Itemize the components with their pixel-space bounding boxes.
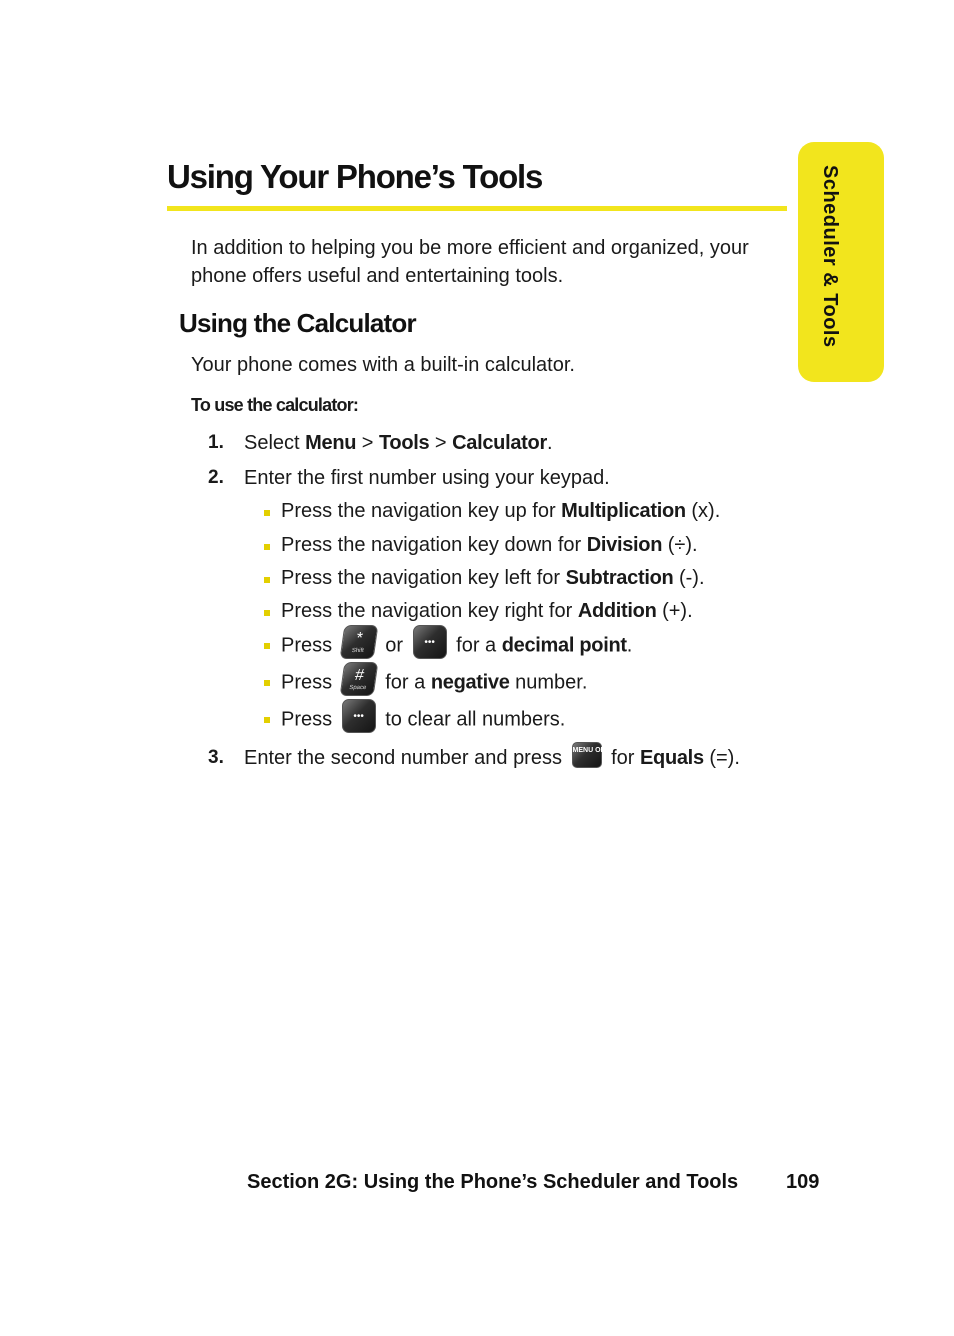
bullet-text-part: for a [450, 634, 502, 657]
bullet-text-part: number. [509, 671, 588, 694]
key-glyph: * [354, 630, 364, 647]
step-number: 2. [208, 467, 224, 488]
bullet-square-icon [264, 680, 270, 686]
negative-keyword: negative [430, 671, 510, 694]
section-description: Your phone comes with a built-in calculator. [191, 354, 575, 376]
bullet-text [281, 534, 698, 557]
bullet-text-part: Press the navigation key right for [281, 600, 578, 622]
bullet-square-icon [264, 577, 270, 583]
key-glyph: ••• [353, 711, 364, 722]
star-shift-key-icon [339, 625, 378, 659]
key-glyph: MENU OK [572, 746, 606, 754]
separator: > [429, 432, 453, 454]
step-text [244, 747, 740, 770]
bullet-text [281, 600, 693, 623]
bullet-text-part: Press the navigation key down for [281, 534, 587, 556]
bullet-square-icon [264, 510, 270, 516]
addition-keyword: Addition [577, 600, 657, 622]
page-number: 109 [786, 1171, 820, 1193]
division-keyword: Division [586, 534, 663, 556]
key-glyph: ••• [424, 637, 435, 648]
key-sublabel: Shift [350, 648, 364, 654]
bullet-text-part: . [626, 634, 633, 657]
side-tab-label: Scheduler & Tools [819, 165, 841, 348]
step-text-part: Enter the second number and press [244, 747, 568, 769]
procedure-label: To use the calculator: [191, 395, 359, 415]
calculator-keyword: Calculator [452, 432, 547, 454]
separator: > [356, 432, 379, 454]
step-text-part: Select [244, 432, 306, 454]
decimal-point-keyword: decimal point [501, 634, 627, 657]
bullet-text [281, 567, 705, 590]
step-text-part: (=). [703, 747, 740, 769]
intro-paragraph: In addition to helping you be more efficient and organized, your phone offers useful and entertaining tools. [191, 237, 749, 287]
softkey-icon [413, 625, 447, 659]
softkey-icon [342, 699, 376, 733]
tools-keyword: Tools [378, 432, 430, 454]
bullet-text-part: Press [281, 671, 338, 694]
bullet-text [281, 667, 588, 696]
title-rule [167, 206, 787, 211]
multiplication-keyword: Multiplication [561, 500, 686, 522]
step-number: 1. [208, 432, 224, 453]
step-number: 3. [208, 747, 224, 768]
bullet-text [281, 630, 633, 659]
step-text: Enter the first number using your keypad. [244, 467, 610, 489]
bullet-text-part: Press the navigation key up for [281, 500, 562, 522]
bullet-square-icon [264, 717, 270, 723]
bullet-text-part: (-). [673, 567, 705, 589]
bullet-text [281, 707, 565, 733]
equals-keyword: Equals [639, 747, 704, 769]
menu-ok-key-icon [572, 742, 606, 768]
bullet-text-part: for a [379, 671, 431, 694]
bullet-text-part: Press the navigation key left for [281, 567, 566, 589]
step-text-part: . [546, 432, 553, 454]
section-side-tab [798, 142, 884, 382]
bullet-text-part: (÷). [662, 534, 698, 556]
bullet-square-icon [264, 643, 270, 649]
key-sublabel: Space [348, 685, 367, 691]
bullet-text-part: Press [281, 708, 338, 731]
footer-section-title: Section 2G: Using the Phone’s Scheduler and Tools [247, 1171, 739, 1193]
step-text [244, 432, 553, 455]
menu-keyword: Menu [305, 432, 357, 454]
bullet-text-part: to clear all numbers. [379, 708, 566, 731]
page-title: Using Your Phone’s Tools [167, 158, 543, 195]
subtraction-keyword: Subtraction [565, 567, 674, 589]
bullet-text [281, 500, 720, 523]
bullet-square-icon [264, 544, 270, 550]
section-heading: Using the Calculator [179, 308, 416, 338]
pound-space-key-icon [339, 662, 378, 696]
step-text-part: for [605, 747, 640, 769]
bullet-text-part: Press [281, 634, 338, 657]
bullet-text-part: (x). [685, 500, 721, 522]
key-glyph: # [353, 667, 365, 684]
bullet-text-part: or [379, 634, 409, 657]
bullet-text-part: (+). [656, 600, 693, 622]
bullet-square-icon [264, 610, 270, 616]
